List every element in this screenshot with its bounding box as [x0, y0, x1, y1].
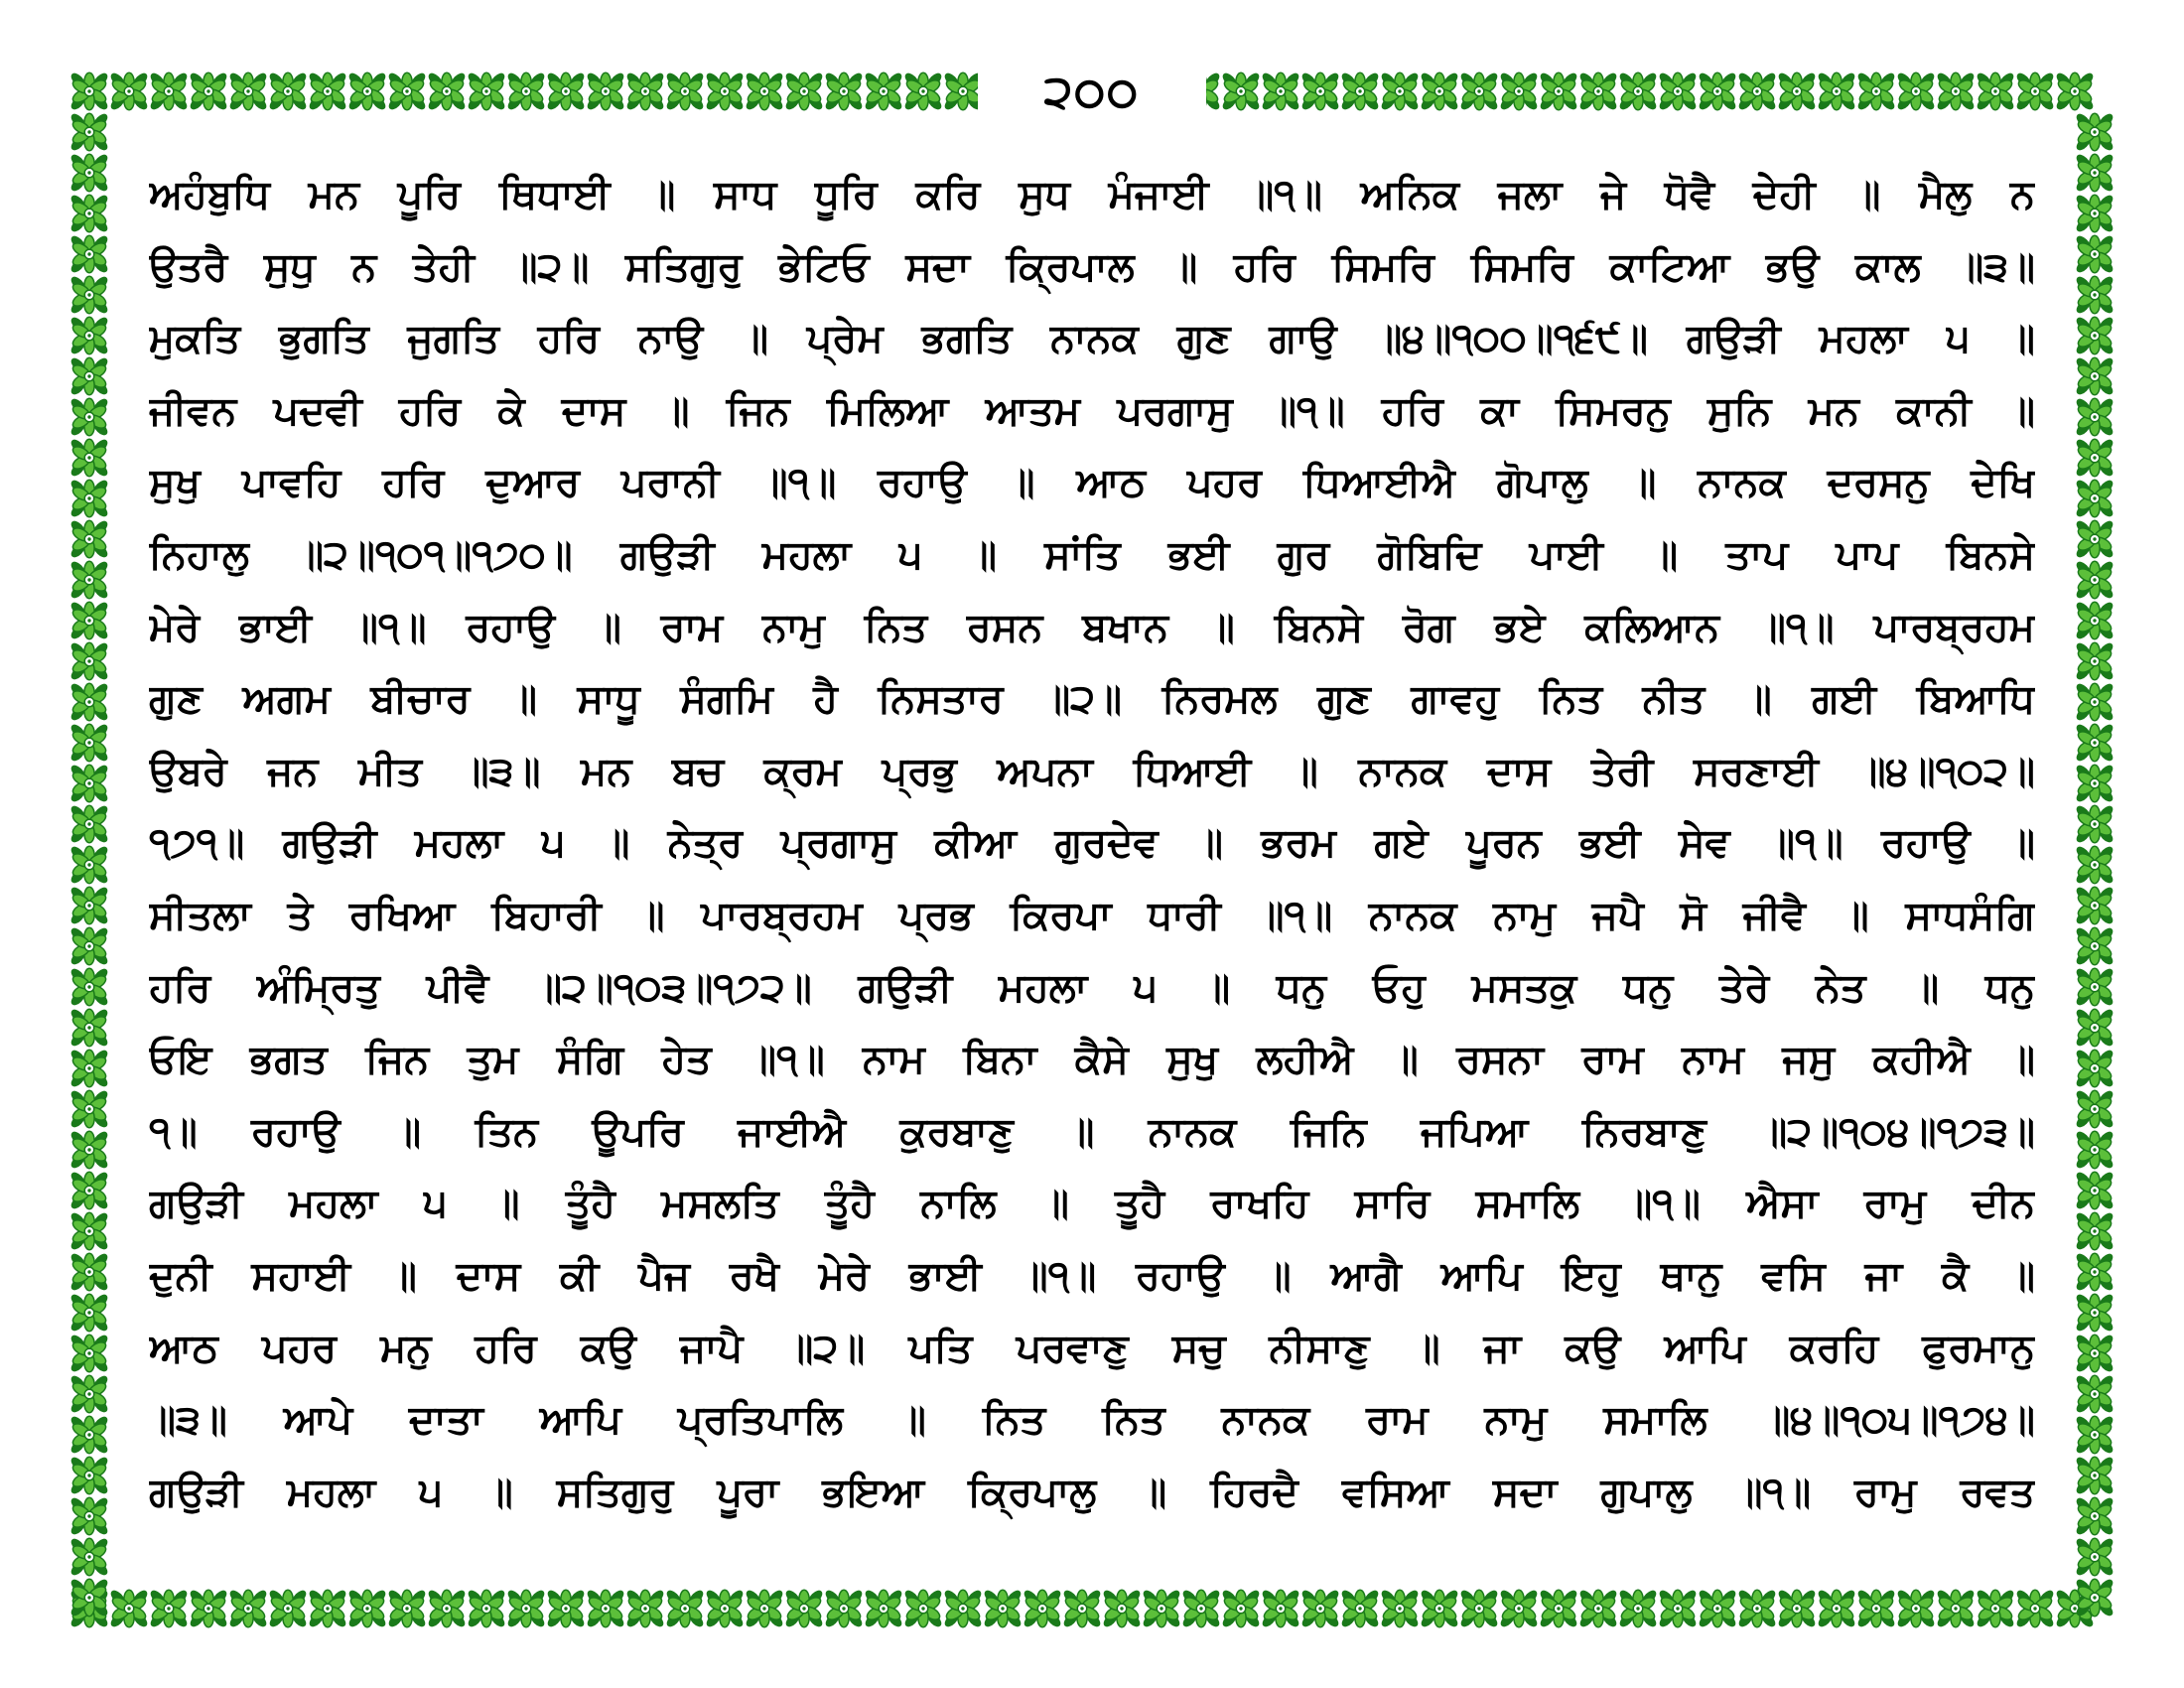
flower-icon: [744, 1588, 785, 1629]
flower-icon: [2074, 925, 2116, 967]
flower-icon: [863, 70, 904, 112]
flower-icon: [68, 925, 110, 967]
flower-icon: [1538, 70, 1579, 112]
flower-icon: [68, 640, 110, 682]
flower-icon: [1577, 70, 1619, 112]
flower-icon: [1697, 1588, 1738, 1629]
flower-icon: [2074, 966, 2116, 1008]
flower-icon: [1458, 70, 1500, 112]
flower-icon: [863, 1588, 904, 1629]
flower-icon: [2074, 1048, 2116, 1089]
flower-icon: [2074, 152, 2116, 194]
flower-icon: [1895, 70, 1937, 112]
flower-icon: [505, 1588, 547, 1629]
flower-icon: [346, 1588, 388, 1629]
flower-icon: [1379, 70, 1421, 112]
flower-icon: [1260, 70, 1301, 112]
flower-icon: [1498, 70, 1540, 112]
flower-icon: [68, 1292, 110, 1334]
flower-icon: [108, 70, 150, 112]
flower-icon: [346, 70, 388, 112]
flower-icon: [624, 1588, 666, 1629]
flower-icon: [68, 1210, 110, 1252]
flower-icon: [148, 70, 190, 112]
flower-icon: [267, 70, 309, 112]
text-line: ਹਰਿ ਅੰਮ੍ਰਿਤੁ ਪੀਵੈ ॥੨॥੧੦੩॥੧੭੨॥ ਗਉੜੀ ਮਹਲਾ ੫ ॥ ਧਨੁ ਓਹੁ ਮਸਤਕੁ ਧਨੁ ਤੇਰੇ ਨੇਤ ॥ ਧਨੁ: [149, 964, 2035, 1011]
flower-icon: [2074, 844, 2116, 886]
flower-icon: [2074, 885, 2116, 926]
text-line: ਮੁਕਤਿ ਭੁਗਤਿ ਜੁਗਤਿ ਹਰਿ ਨਾਉ ॥ ਪ੍ਰੇਮ ਭਗਤਿ ਨਾਨਕ ਗੁਣ ਗਾਉ ॥੪॥੧੦੦॥੧੬੯॥ ਗਉੜੀ ਮਹਲਾ ੫ ॥: [149, 316, 2035, 362]
flower-icon: [1419, 1588, 1460, 1629]
flower-icon: [1975, 1588, 2016, 1629]
flower-icon: [68, 274, 110, 316]
flower-icon: [2074, 396, 2116, 438]
flower-icon: [2074, 1129, 2116, 1171]
flower-icon: [1538, 1588, 1579, 1629]
flower-icon: [68, 1536, 110, 1578]
flower-icon: [68, 1373, 110, 1415]
flower-icon: [1379, 1588, 1421, 1629]
flower-icon: [2074, 1088, 2116, 1130]
flower-icon: [823, 70, 865, 112]
flower-icon: [585, 70, 626, 112]
flower-icon: [2074, 233, 2116, 275]
flower-icon: [2074, 1007, 2116, 1049]
text-line: ਗਉੜੀ ਮਹਲਾ ੫ ॥ ਸਤਿਗੁਰੁ ਪੂਰਾ ਭਇਆ ਕ੍ਰਿਪਾਲੁ ॥ ਹਿਰਦੈ ਵਸਿਆ ਸਦਾ ਗੁਪਾਲੁ ॥੧॥ ਰਾਮੁ ਰਵਤ: [149, 1469, 2035, 1515]
flower-icon: [68, 803, 110, 845]
flower-icon: [1299, 1588, 1341, 1629]
text-line: ਉਤਰੈ ਸੁਧੁ ਨ ਤੇਹੀ ॥੨॥ ਸਤਿਗੁਰੁ ਭੇਟਿਓ ਸਦਾ ਕ੍ਰਿਪਾਲ ॥ ਹਰਿ ਸਿਮਰਿ ਸਿਮਰਿ ਕਾਟਿਆ ਭਉ ਕਾਲ ॥੩॥: [149, 243, 2035, 290]
flower-icon: [902, 1588, 944, 1629]
flower-icon: [1657, 1588, 1699, 1629]
flower-icon: [2014, 70, 2056, 112]
flower-icon: [68, 1088, 110, 1130]
flower-icon: [227, 70, 269, 112]
flower-icon: [1101, 1588, 1143, 1629]
text-line: ੧੭੧॥ ਗਉੜੀ ਮਹਲਾ ੫ ॥ ਨੇਤ੍ਰ ਪ੍ਰਗਾਸੁ ਕੀਆ ਗੁਰਦੇਵ ॥ ਭਰਮ ਗਏ ਪੂਰਨ ਭਈ ਸੇਵ ॥੧॥ ਰਹਾਉ ॥: [149, 820, 2035, 867]
flower-icon: [307, 1588, 348, 1629]
flower-icon: [1895, 1588, 1937, 1629]
flower-icon: [2074, 763, 2116, 804]
flower-icon: [68, 70, 110, 112]
flower-icon: [1339, 70, 1381, 112]
flower-icon: [664, 1588, 706, 1629]
flower-icon: [426, 1588, 468, 1629]
flower-icon: [2074, 722, 2116, 764]
flower-icon: [2074, 1333, 2116, 1374]
text-line: ਮੇਰੇ ਭਾਈ ॥੧॥ ਰਹਾਉ ॥ ਰਾਮ ਨਾਮੁ ਨਿਤ ਰਸਨ ਬਖਾਨ ॥ ਬਿਨਸੇ ਰੋਗ ਭਏ ਕਲਿਆਨ ॥੧॥ ਪਾਰਬ੍ਰਹਮ: [149, 604, 2035, 650]
flower-icon: [267, 1588, 309, 1629]
flower-icon: [188, 70, 229, 112]
text-line: ॥੩॥ ਆਪੇ ਦਾਤਾ ਆਪਿ ਪ੍ਰਤਿਪਾਲਿ ॥ ਨਿਤ ਨਿਤ ਨਾਨਕ ਰਾਮ ਨਾਮੁ ਸਮਾਲਿ ॥੪॥੧੦੫॥੧੭੪॥: [149, 1397, 2035, 1444]
flower-icon: [545, 1588, 587, 1629]
flower-icon: [68, 396, 110, 438]
flower-icon: [68, 1455, 110, 1496]
flower-icon: [68, 1048, 110, 1089]
text-line: ਉਬਰੇ ਜਨ ਮੀਤ ॥੩॥ ਮਨ ਬਚ ਕ੍ਰਮ ਪ੍ਰਭੁ ਅਪਨਾ ਧਿਆਈ ॥ ਨਾਨਕ ਦਾਸ ਤੇਰੀ ਸਰਣਾਈ ॥੪॥੧੦੨॥: [149, 748, 2035, 794]
flower-icon: [227, 1588, 269, 1629]
flower-icon: [783, 70, 825, 112]
flower-icon: [1816, 1588, 1857, 1629]
flower-icon: [68, 152, 110, 194]
flower-icon: [1022, 1588, 1063, 1629]
flower-icon: [68, 355, 110, 397]
text-line: ਦੁਨੀ ਸਹਾਈ ॥ ਦਾਸ ਕੀ ਪੈਜ ਰਖੈ ਮੇਰੇ ਭਾਈ ॥੧॥ ਰਹਾਉ ॥ ਆਗੈ ਆਪਿ ਇਹੁ ਥਾਨੁ ਵਸਿ ਜਾ ਕੈ ॥: [149, 1252, 2035, 1299]
text-line: ਸੁਖੁ ਪਾਵਹਿ ਹਰਿ ਦੁਆਰ ਪਰਾਨੀ ॥੧॥ ਰਹਾਉ ॥ ਆਠ ਪਹਰ ਧਿਆਈਐ ਗੋਪਾਲੁ ॥ ਨਾਨਕ ਦਰਸਨੁ ਦੇਖਿ: [149, 460, 2035, 506]
page-number: ੨੦੦: [978, 62, 1206, 121]
flower-icon: [2074, 681, 2116, 723]
flower-icon: [982, 1588, 1024, 1629]
flower-icon: [1776, 70, 1818, 112]
flower-icon: [68, 763, 110, 804]
flower-icon: [1855, 1588, 1897, 1629]
text-line: ਗਉੜੀ ਮਹਲਾ ੫ ॥ ਤੂੰਹੈ ਮਸਲਤਿ ਤੂੰਹੈ ਨਾਲਿ ॥ ਤੂਹੈ ਰਾਖਹਿ ਸਾਰਿ ਸਮਾਲਿ ॥੧॥ ਐਸਾ ਰਾਮੁ ਦੀਨ: [149, 1181, 2035, 1227]
flower-icon: [1180, 1588, 1222, 1629]
text-line: ਆਠ ਪਹਰ ਮਨੁ ਹਰਿ ਕਉ ਜਾਪੈ ॥੨॥ ਪਤਿ ਪਰਵਾਣੁ ਸਚੁ ਨੀਸਾਣੁ ॥ ਜਾ ਕਉ ਆਪਿ ਕਰਹਿ ਫੁਰਮਾਨੁ: [149, 1325, 2035, 1371]
flower-icon: [2054, 70, 2096, 112]
flower-icon: [2074, 478, 2116, 519]
text-line: ਓਇ ਭਗਤ ਜਿਨ ਤੁਮ ਸੰਗਿ ਹੇਤ ॥੧॥ ਨਾਮ ਬਿਨਾ ਕੈਸੇ ਸੁਖੁ ਲਹੀਐ ॥ ਰਸਨਾ ਰਾਮ ਨਾਮ ਜਸੁ ਕਹੀਐ ॥: [149, 1037, 2035, 1083]
flower-icon: [783, 1588, 825, 1629]
text-line: ਜੀਵਨ ਪਦਵੀ ਹਰਿ ਕੇ ਦਾਸ ॥ ਜਿਨ ਮਿਲਿਆ ਆਤਮ ਪਰਗਾਸੁ ॥੧॥ ਹਰਿ ਕਾ ਸਿਮਰਨੁ ਸੁਨਿ ਮਨ ਕਾਨੀ ॥: [149, 387, 2035, 434]
flower-icon: [902, 70, 944, 112]
flower-icon: [2074, 1170, 2116, 1211]
flower-icon: [68, 437, 110, 479]
text-line: ਸੀਤਲਾ ਤੇ ਰਖਿਆ ਬਿਹਾਰੀ ॥ ਪਾਰਬ੍ਰਹਮ ਪ੍ਰਭ ਕਿਰਪਾ ਧਾਰੀ ॥੧॥ ਨਾਨਕ ਨਾਮੁ ਜਪੈ ਸੋ ਜੀਵੈ ॥ ਸਾਧਸੰਗਿ: [149, 892, 2035, 938]
flower-icon: [68, 478, 110, 519]
flower-icon: [1299, 70, 1341, 112]
flower-icon: [2074, 1373, 2116, 1415]
flower-icon: [68, 518, 110, 560]
flower-icon: [704, 1588, 746, 1629]
flower-icon: [1935, 1588, 1977, 1629]
flower-icon: [68, 315, 110, 356]
scripture-text: [149, 159, 2035, 1529]
flower-icon: [664, 70, 706, 112]
flower-icon: [2074, 1210, 2116, 1252]
flower-icon: [108, 1588, 150, 1629]
flower-icon: [148, 1588, 190, 1629]
flower-icon: [942, 1588, 984, 1629]
flower-icon: [1855, 70, 1897, 112]
flower-icon: [386, 70, 428, 112]
flower-icon: [2074, 193, 2116, 234]
flower-icon: [1458, 1588, 1500, 1629]
flower-icon: [1736, 70, 1778, 112]
flower-icon: [823, 1588, 865, 1629]
flower-icon: [2074, 315, 2116, 356]
flower-icon: [466, 1588, 507, 1629]
flower-icon: [68, 559, 110, 601]
flower-icon: [1975, 70, 2016, 112]
flower-icon: [2074, 111, 2116, 153]
flower-icon: [2074, 1455, 2116, 1496]
flower-icon: [2074, 437, 2116, 479]
flower-icon: [2074, 1251, 2116, 1293]
flower-icon: [1220, 1588, 1262, 1629]
flower-icon: [2074, 600, 2116, 641]
flower-icon: [545, 70, 587, 112]
flower-icon: [68, 885, 110, 926]
flower-icon: [68, 844, 110, 886]
flower-icon: [68, 1129, 110, 1171]
flower-icon: [188, 1588, 229, 1629]
flower-icon: [704, 70, 746, 112]
flower-icon: [505, 70, 547, 112]
flower-icon: [1776, 1588, 1818, 1629]
flower-icon: [1260, 1588, 1301, 1629]
flower-icon: [1617, 1588, 1659, 1629]
flower-icon: [2074, 803, 2116, 845]
flower-icon: [68, 1414, 110, 1456]
flower-icon: [68, 233, 110, 275]
flower-icon: [2074, 1495, 2116, 1537]
flower-icon: [68, 1495, 110, 1537]
flower-icon: [1697, 70, 1738, 112]
flower-icon: [2074, 355, 2116, 397]
flower-icon: [68, 722, 110, 764]
flower-icon: [1498, 1588, 1540, 1629]
flower-icon: [1657, 70, 1699, 112]
flower-icon: [68, 681, 110, 723]
flower-icon: [1220, 70, 1262, 112]
flower-icon: [1736, 1588, 1778, 1629]
flower-icon: [1935, 70, 1977, 112]
text-line: ਨਿਹਾਲੁ ॥੨॥੧੦੧॥੧੭੦॥ ਗਉੜੀ ਮਹਲਾ ੫ ॥ ਸਾਂਤਿ ਭਈ ਗੁਰ ਗੋਬਿਦਿ ਪਾਈ ॥ ਤਾਪ ਪਾਪ ਬਿਨਸੇ: [149, 531, 2035, 578]
text-line: ਅਹੰਬੁਧਿ ਮਨ ਪੂਰਿ ਥਿਧਾਈ ॥ ਸਾਧ ਧੂਰਿ ਕਰਿ ਸੁਧ ਮੰਜਾਈ ॥੧॥ ਅਨਿਕ ਜਲਾ ਜੇ ਧੋਵੈ ਦੇਹੀ ॥ ਮੈਲੁ ਨ: [149, 172, 2035, 217]
flower-icon: [1339, 1588, 1381, 1629]
flower-icon: [466, 70, 507, 112]
flower-icon: [1816, 70, 1857, 112]
flower-icon: [2074, 1414, 2116, 1456]
flower-icon: [68, 193, 110, 234]
flower-icon: [68, 1251, 110, 1293]
text-line: ਗੁਣ ਅਗਮ ਬੀਚਾਰ ॥ ਸਾਧੂ ਸੰਗਮਿ ਹੈ ਨਿਸਤਾਰ ॥੨॥ ਨਿਰਮਲ ਗੁਣ ਗਾਵਹੁ ਨਿਤ ਨੀਤ ॥ ਗਈ ਬਿਆਧਿ: [149, 676, 2035, 723]
flower-icon: [1577, 1588, 1619, 1629]
flower-icon: [426, 70, 468, 112]
flower-icon: [307, 70, 348, 112]
flower-icon: [386, 1588, 428, 1629]
flower-icon: [624, 70, 666, 112]
flower-icon: [2074, 1536, 2116, 1578]
flower-icon: [2074, 518, 2116, 560]
flower-icon: [1419, 70, 1460, 112]
flower-icon: [1061, 1588, 1103, 1629]
flower-icon: [68, 1333, 110, 1374]
flower-icon: [68, 1007, 110, 1049]
flower-icon: [1141, 1588, 1182, 1629]
flower-icon: [2074, 640, 2116, 682]
flower-icon: [68, 1170, 110, 1211]
text-line: ੧॥ ਰਹਾਉ ॥ ਤਿਨ ਊਪਰਿ ਜਾਈਐ ਕੁਰਬਾਣੁ ॥ ਨਾਨਕ ਜਿਨਿ ਜਪਿਆ ਨਿਰਬਾਣੁ ॥੨॥੧੦੪॥੧੭੩॥: [149, 1108, 2035, 1155]
flower-icon: [744, 70, 785, 112]
flower-icon: [2074, 274, 2116, 316]
flower-icon: [2074, 1292, 2116, 1334]
flower-icon: [585, 1588, 626, 1629]
flower-icon: [2014, 1588, 2056, 1629]
flower-icon: [1617, 70, 1659, 112]
flower-icon: [2074, 559, 2116, 601]
flower-icon: [68, 111, 110, 153]
flower-icon: [68, 600, 110, 641]
flower-icon: [68, 966, 110, 1008]
